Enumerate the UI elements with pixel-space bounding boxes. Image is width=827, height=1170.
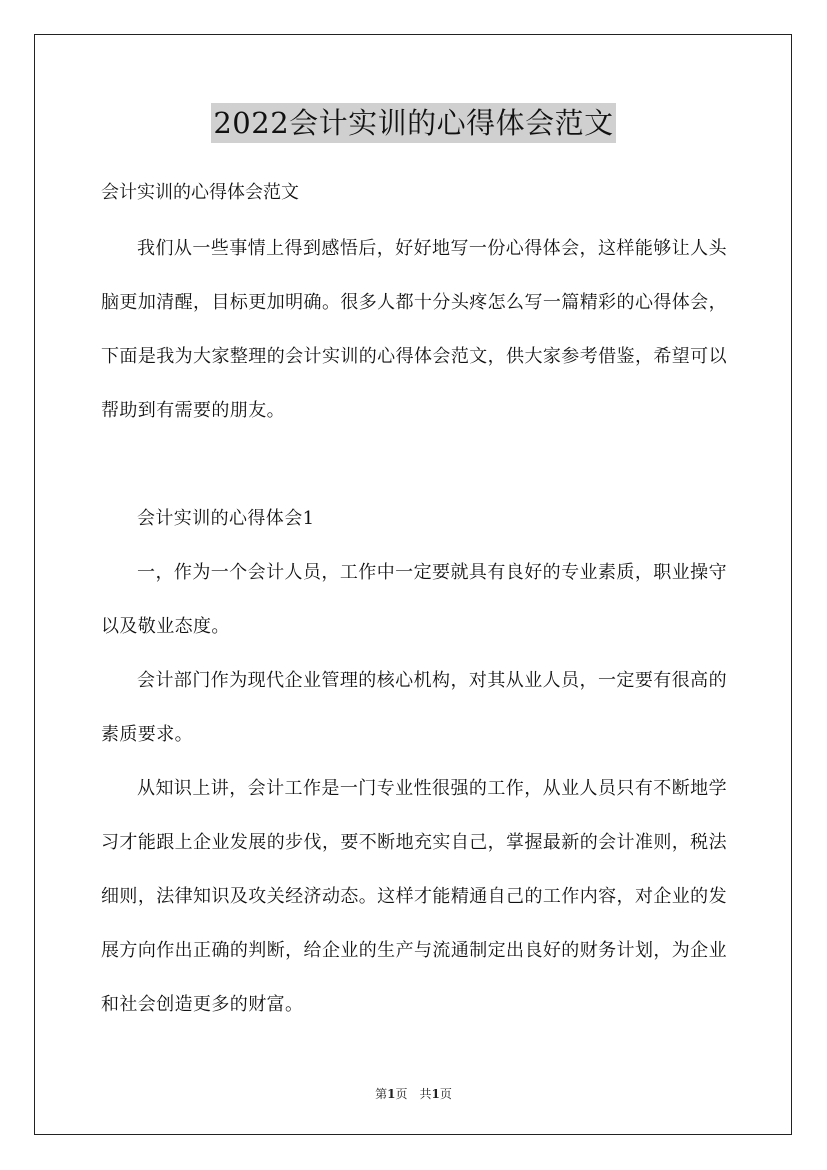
body-paragraph: 一，作为一个会计人员，工作中一定要就具有良好的专业素质，职业操守以及敬业态度。: [101, 562, 727, 637]
body-paragraph: 从知识上讲，会计工作是一门专业性很强的工作，从业人员只有不断地学习才能跟上企业发展的步伐，要不断地充实自己，掌握最新的会计准则，税法细则，法律知识及攻关经济动态。这样才能精通自己的工作内容，对企业的发展方向作出正确的判断，给企业的生产与流通制定出良好的财务计划，为企业和社会创造更多的财富。: [101, 778, 727, 1015]
title-container: [0, 103, 827, 143]
intro-paragraph: 我们从一些事情上得到感悟后，好好地写一份心得体会，这样能够让人头脑更加清醒，目标更加明确。很多人都十分头疼怎么写一篇精彩的心得体会，下面是我为大家整理的会计实训的心得体会范文，供大家参考借鉴，希望可以帮助到有需要的朋友。: [101, 238, 727, 421]
total-unit: 页: [439, 1087, 452, 1101]
document-title: 2022会计实训的心得体会范文: [211, 103, 615, 143]
page-footer: [0, 1086, 827, 1102]
document-subtitle: 会计实训的心得体会范文: [101, 182, 299, 203]
document-body: [101, 222, 727, 1032]
page-prefix: 第: [375, 1087, 388, 1101]
total-prefix: 共: [419, 1087, 432, 1101]
section-heading: 会计实训的心得体会1: [137, 508, 315, 529]
current-page-number: 1: [387, 1087, 396, 1101]
total-page-number: 1: [431, 1087, 440, 1101]
page-unit: 页: [395, 1087, 408, 1101]
body-paragraph: 会计部门作为现代企业管理的核心机构，对其从业人员，一定要有很高的素质要求。: [101, 670, 727, 745]
